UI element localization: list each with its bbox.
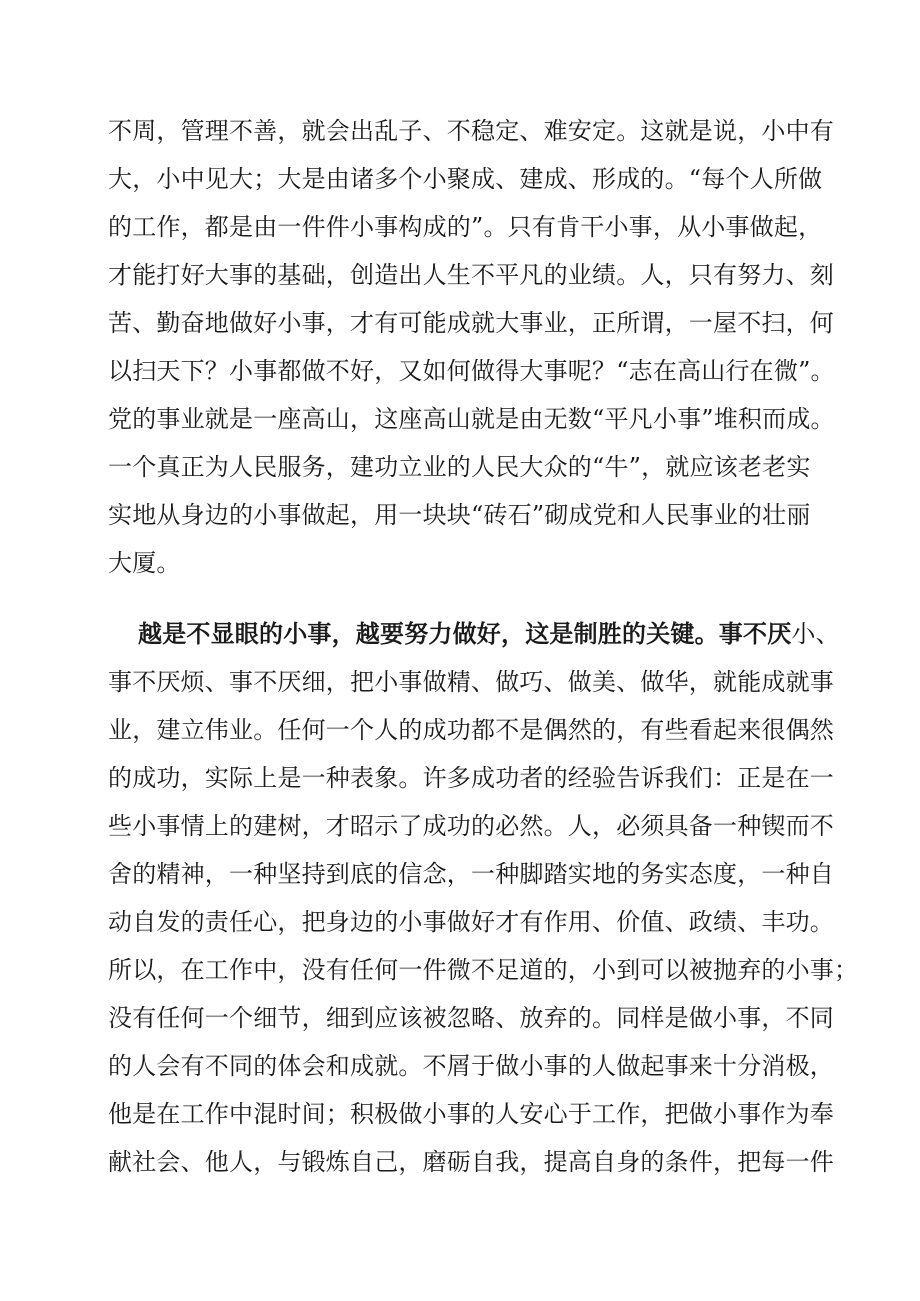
text-line: 动自发的责任心，把身边的小事做好才有作用、价值、政绩、丰功。 xyxy=(108,908,834,936)
text-line: 他是在工作中混时间；积极做小事的人安心于工作，把做小事作为奉 xyxy=(108,1100,834,1128)
text-line: 舍的精神，一种坚持到底的信念，一种脚踏实地的务实态度，一种自 xyxy=(108,860,834,888)
text-line: 献社会、他人，与锻炼自己，磨砺自我，提高自身的条件，把每一件 xyxy=(108,1148,834,1176)
text-line: 一个真正为人民服务，建功立业的人民大众的“牛”，就应该老老实 xyxy=(108,453,811,481)
text-line: 大，小中见大；大是由诸多个小聚成、建成、形成的。“每个人所做 xyxy=(108,165,823,193)
text-line: 大厦。 xyxy=(108,549,181,577)
paragraph-heading-line xyxy=(138,617,840,651)
text-line: 苦、勤奋地做好小事，才有可能成就大事业，正所谓，一屋不扫，何 xyxy=(108,309,834,337)
text-line: 的成功，实际上是一种表象。许多成功者的经验告诉我们：正是在一 xyxy=(108,764,834,792)
text-line: 党的事业就是一座高山，这座高山就是由无数“平凡小事”堆积而成。 xyxy=(108,405,835,433)
text-line: 没有任何一个细节，细到应该被忽略、放弃的。同样是做小事，不同 xyxy=(108,1004,834,1032)
text-line: 业，建立伟业。任何一个人的成功都不是偶然的，有些看起来很偶然 xyxy=(108,716,834,744)
text-line: 不周，管理不善，就会出乱子、不稳定、难安定。这就是说，小中有 xyxy=(108,117,834,145)
text-line: 所以，在工作中，没有任何一件微不足道的，小到可以被抛弃的小事； xyxy=(108,956,859,984)
text-line: 实地从身边的小事做起，用一块块“砖石”砌成党和人民事业的壮丽 xyxy=(108,501,811,529)
text-line: 的人会有不同的体会和成就。不屑于做小事的人做起事来十分消极， xyxy=(108,1052,834,1080)
heading-line-rest: 小、 xyxy=(791,620,840,648)
text-line: 以扫天下？小事都做不好，又如何做得大事呢？“志在高山行在微”。 xyxy=(108,357,835,385)
text-line: 事不厌烦、事不厌细，把小事做精、做巧、做美、做华，就能成就事 xyxy=(108,668,834,696)
paragraph-heading: 越是不显眼的小事，越要努力做好，这是制胜的关键。事不厌 xyxy=(138,619,792,648)
text-line: 才能打好大事的基础，创造出人生不平凡的业绩。人，只有努力、刻 xyxy=(108,261,834,289)
text-line: 的工作，都是由一件件小事构成的”。只有肯干小事，从小事做起， xyxy=(108,213,823,241)
text-line: 些小事情上的建树，才昭示了成功的必然。人，必须具备一种锲而不 xyxy=(108,812,834,840)
